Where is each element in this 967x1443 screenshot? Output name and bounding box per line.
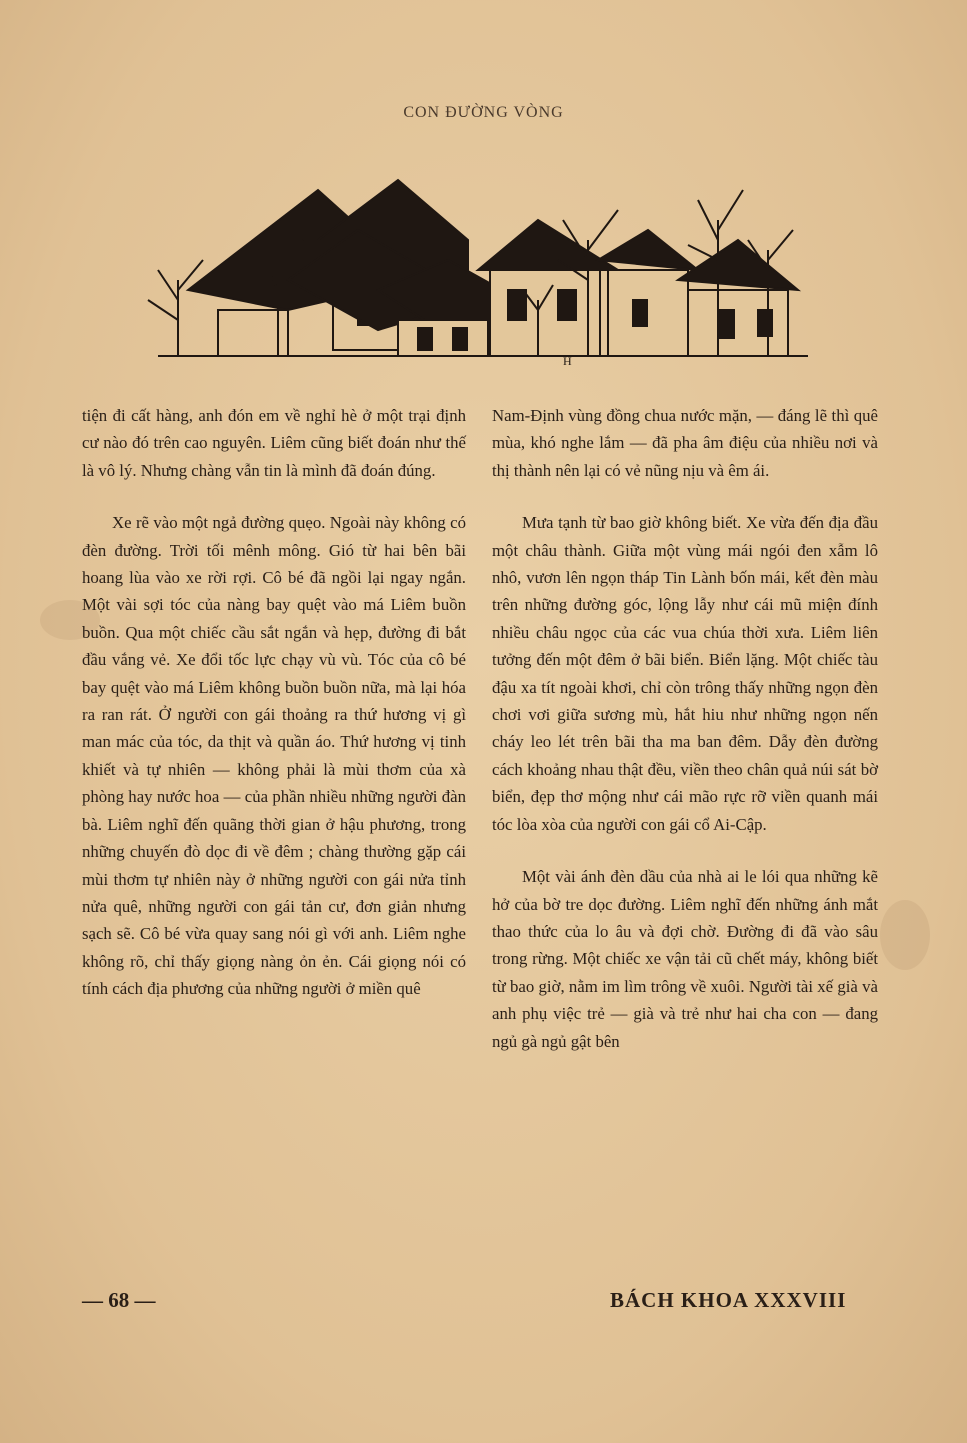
paragraph: Mưa tạnh từ bao giờ không biết. Xe vừa đến địa đầu một châu thành. Giữa một vùng mái ngói đen xẫm lô nhô, vươn lên ngọn tháp Tin Lành bốn mái, kết đèn màu trên những đường góc, lộng lẫy như cái mũ miện đính nhiều châu ngọc của các vua chúa thời xưa. Liêm liên tưởng đến một đêm ở bãi biển. Biển lặng. Một chiếc tàu đậu xa tít ngoài khơi, chỉ còn trông thấy những ngọn đèn chơi vơi giữa sương mù, hắt hiu như những ngọn nến cháy leo lét trên bãi tha ma ban đêm. Dẫy đèn đường cách khoảng nhau thật đều, viền theo chân quả núi sát bờ biển, đẹp thơ mộng như cái mão rực rỡ viền quanh mái tóc lòa xòa của người con gái cổ Ai-Cập. [492,513,878,834]
right-column [492,402,878,1055]
paragraph: Nam-Định vùng đồng chua nước mặn, — đáng lẽ thì quê mùa, khó nghe lắm — đã pha âm điệu của nhiều nơi và thị thành nên lại có vẻ nũng nịu và êm ái. [492,406,878,480]
paragraph: Một vài ánh đèn dầu của nhà ai le lói qua những kẽ hở của bờ tre dọc đường. Liêm nghĩ đến những ánh mắt thao thức của lo âu và đợi chờ. Đường đi đã vào sâu trong rừng. Một chiếc xe vận tải cũ chết máy, không biết từ bao giờ, nằm im lìm trông về xuôi. Người tài xế già và anh phụ việc trẻ — già và trẻ như hai cha con — đang ngủ gà ngủ gật bên [492,867,878,1051]
magazine-title: BÁCH KHOA XXXVIII [610,1288,847,1312]
illustration-signature: H [563,354,572,368]
running-title: CON ĐƯỜNG VÒNG [403,104,564,121]
village-houses-woodcut-icon [118,160,848,372]
paragraph: Xe rẽ vào một ngả đường quẹo. Ngoài này không có đèn đường. Trời tối mênh mông. Gió từ hai bên bãi hoang lùa vào xe rời rợi. Cô bé đã ngồi lại ngay ngắn. Một vài sợi tóc của nàng bay quệt vào má Liêm buồn buồn. Qua một chiếc cầu sắt ngắn và hẹp, đường đi bắt đầu vắng vẻ. Xe đổi tốc lực chạy vù vù. Tóc của cô bé bay quệt vào má Liêm không buồn buồn nữa, mà lại hóa ra ran rát. Ở người con gái thoảng ra thứ hương vị gì man mác của tóc, da thịt và quần áo. Thứ hương vị tinh khiết và tự nhiên — không phải là mùi thơm của xà phòng hay nước hoa — của phần nhiều những người đàn bà. Liêm nghĩ đến quãng thời gian ở hậu phương, trong những chuyến đò dọc đi về đêm ; chàng thường gặp cái mùi thơm tự nhiên này ở những người con gái nửa tỉnh nửa quê, những người con gái tản cư, đơn giản nhưng sạch sẽ. Cô bé vừa quay sang nói gì với anh. Liêm nghe không rõ, chỉ thấy giọng nàng ỏn ẻn. Cái giọng nói có tính cách địa phương của những người ở miền quê [82,513,466,999]
paper-stain [880,900,930,970]
page-number: — 68 — [82,1288,156,1312]
left-column [82,402,466,1003]
paragraph: tiện đi cất hàng, anh đón em về nghỉ hè ở một trại định cư nào đó trên cao nguyên. Liêm cũng biết đoán như thế là vô lý. Nhưng chàng vẫn tin là mình đã đoán đúng. [82,406,466,480]
